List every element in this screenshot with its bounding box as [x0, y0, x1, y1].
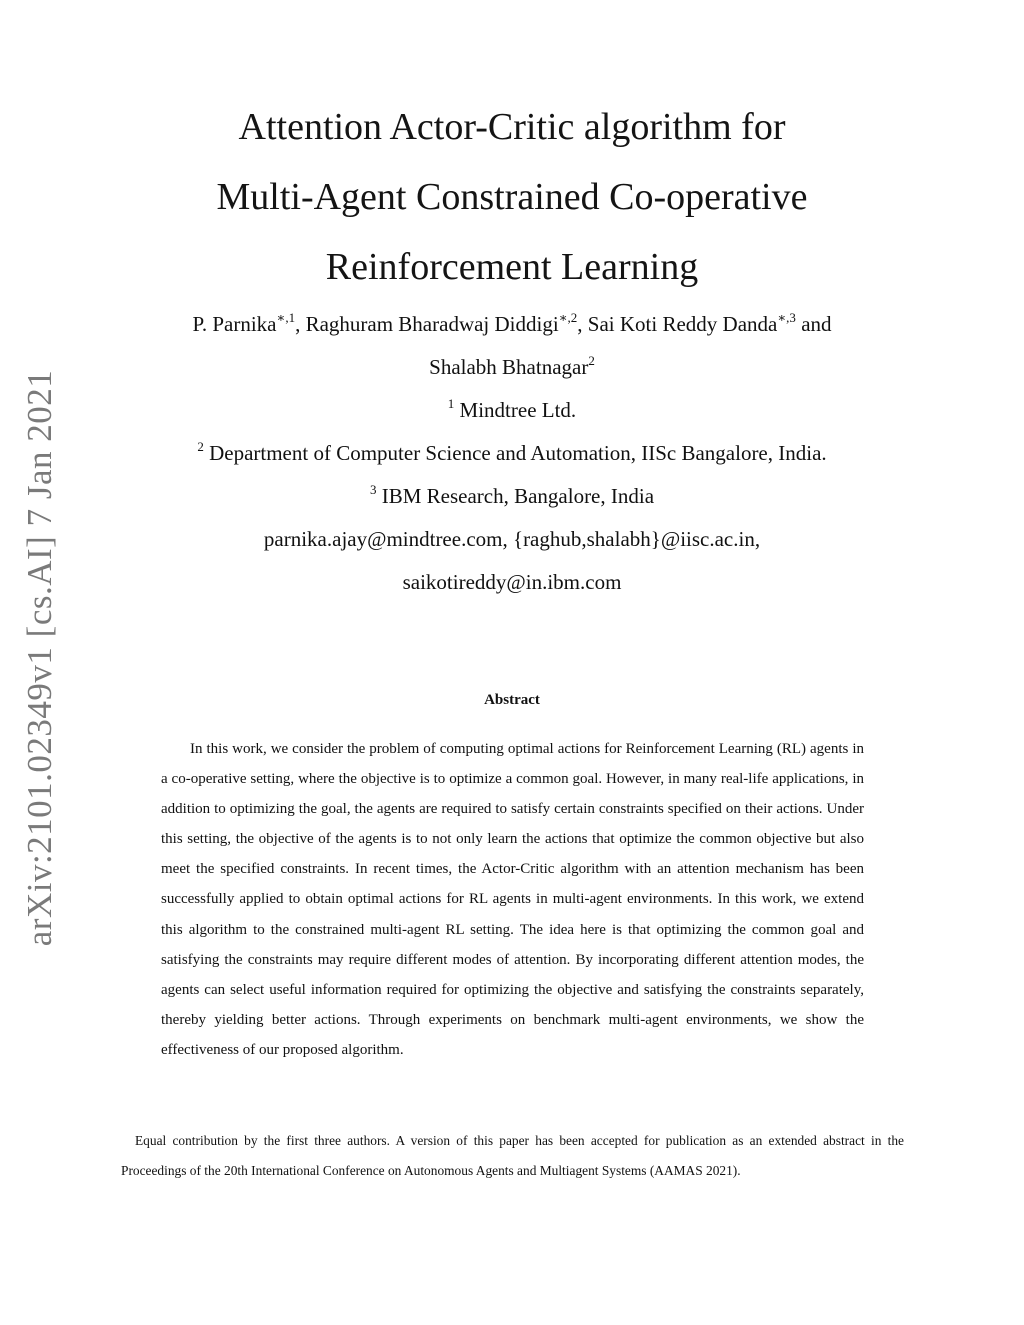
arxiv-identifier-stamp: arXiv:2101.02349v1 [cs.AI] 7 Jan 2021: [20, 369, 59, 947]
author-mark: 2: [588, 353, 595, 368]
abstract-body: In this work, we consider the problem of computing optimal actions for Reinforcement Learning (RL) agents in a co-operative setting, where the objective is to optimize a common goal. However, in many real-life applications, in addition to optimizing the goal, the agents are required to satisfy certain constraints specified on their actions. Under this setting, the objective of the agents is to not only learn the actions that optimize the common objective but also meet the specified constraints. In recent times, the Actor-Critic algorithm with an attention mechanism has been successfully applied to obtain optimal actions for RL agents in multi-agent environments. In this work, we extend this algorithm to the constrained multi-agent RL setting. The idea here is that optimizing the common goal and satisfying the constraints may require different modes of attention. By incorporating different attention modes, the agents can select useful information required for optimizing the objective and satisfying the constraints separately, thereby yielding better actions. Through experiments on benchmark multi-agent environments, we show the effectiveness of our proposed algorithm.: [161, 741, 864, 1058]
affiliation-mark: 2: [197, 439, 204, 454]
title-line-3: Reinforcement Learning: [325, 246, 699, 288]
author-name: Sai Koti Reddy Danda: [587, 312, 778, 336]
affiliation-1: [100, 398, 924, 423]
author-mark: ∗,3: [777, 310, 796, 325]
author-mark: ∗,2: [558, 310, 578, 325]
author-line-1: P. Parnika$^{∗,1}$, Raghuram Bharadwaj Diddigi$^{∗,2}$, Sai Koti Reddy Danda$^{∗,3}$ and: [192, 310, 832, 336]
author-name: Shalabh Bhatnagar: [429, 355, 589, 379]
paper-title: [100, 92, 924, 302]
affiliation-text: Mindtree Ltd.: [459, 398, 577, 422]
author-line-2: [100, 355, 924, 380]
affiliation-2: [100, 441, 924, 466]
affiliation-mark: 1: [447, 396, 455, 411]
abstract-heading: Abstract: [484, 692, 540, 708]
title-line-2: Multi-Agent Constrained Co-operative: [216, 176, 808, 218]
author-conjunction: and: [801, 312, 832, 336]
author-name: P. Parnika: [192, 312, 277, 336]
title-line-1: Attention Actor-Critic algorithm for: [238, 106, 786, 148]
email-line-2: saikotireddy@in.ibm.com: [402, 570, 622, 594]
footnote: Equal contribution by the first three authors. A version of this paper has been accepted for publication as an extended abstract in the Proceedings of the 20th International Conference on Autonomous Agents and Multiagent Systems (AAMAS 2021).: [121, 1133, 904, 1178]
author-mark: ∗,1: [276, 310, 296, 325]
affiliation-text: IBM Research, Bangalore, India: [381, 484, 655, 508]
affiliation-text: Department of Computer Science and Automation, IISc Bangalore, India.: [209, 441, 827, 465]
author-name: Raghuram Bharadwaj Diddigi: [305, 312, 559, 336]
affiliation-3: [100, 484, 924, 509]
affiliation-mark: 3: [369, 482, 377, 497]
email-line-1: parnika.ajay@mindtree.com, {raghub,shalabh}@iisc.ac.in,: [263, 527, 761, 551]
